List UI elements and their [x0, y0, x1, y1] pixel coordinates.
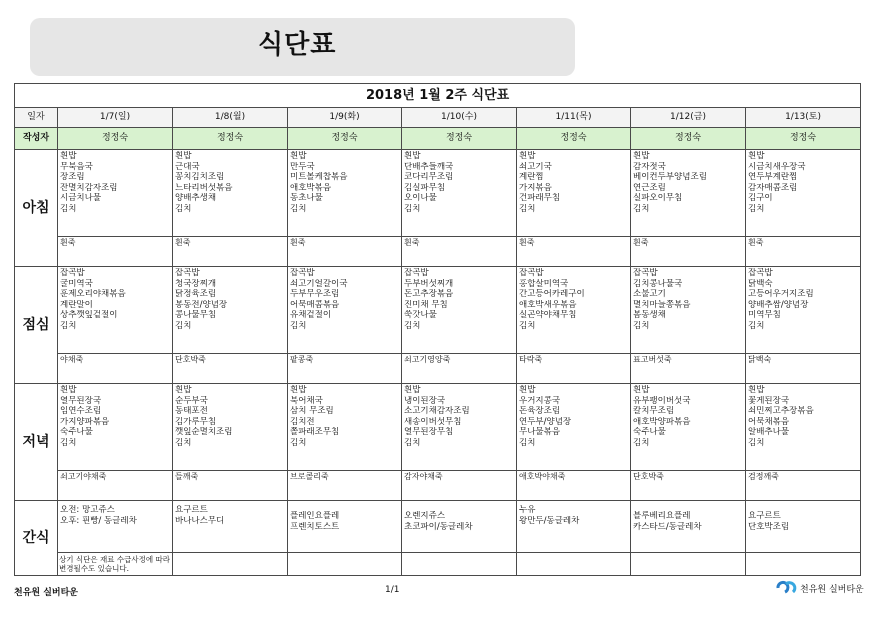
menu-item: 김치	[175, 203, 192, 214]
menu-item: 잡곡밥	[175, 268, 200, 278]
menu-item: 미역무침	[748, 310, 781, 321]
porridge-item: 애호박야채죽	[519, 472, 566, 481]
day-author: 정정숙	[58, 128, 173, 150]
meal-label: 아침	[15, 150, 58, 267]
empty-cell	[173, 553, 288, 576]
day-author: 정정숙	[288, 128, 402, 150]
menu-item: 고등어우거지조림	[748, 289, 814, 300]
porridge-cell	[517, 237, 631, 267]
menu-item: 김치	[748, 203, 765, 214]
menu-item: 흰밥	[404, 385, 421, 395]
snack-cell	[173, 501, 288, 553]
menu-item: 오이나물	[404, 193, 437, 204]
menu-cell	[173, 150, 288, 237]
empty-cell	[746, 553, 861, 576]
meal-label-snack: 간식	[15, 501, 58, 576]
menu-item: 실곤약야채무침	[519, 310, 577, 321]
menu-item: 돈고추장볶음	[404, 289, 454, 300]
porridge-cell	[746, 237, 861, 267]
menu-item: 김치	[519, 437, 536, 448]
menu-cell	[58, 267, 173, 354]
porridge-item: 닭백숙	[748, 355, 772, 364]
notice-text: 상기 식단은 재료 수급사정에 따라 변경될수도 있습니다.	[58, 553, 173, 576]
menu-item: 흰밥	[748, 151, 765, 161]
day-date: 1/12(금)	[631, 108, 746, 128]
date-label: 일자	[15, 108, 58, 128]
menu-item: 유부팽이버섯국	[633, 395, 691, 406]
menu-item: 건파래무침	[519, 193, 561, 204]
menu-cell	[517, 150, 631, 237]
porridge-cell	[631, 237, 746, 267]
menu-cell	[58, 150, 173, 237]
menu-item: 잡곡밥	[404, 268, 429, 278]
menu-item: 상추깻잎겉절이	[60, 310, 118, 321]
menu-cell	[746, 267, 861, 354]
menu-item: 양배추쌈/양념장	[748, 299, 809, 310]
porridge-cell	[402, 237, 517, 267]
menu-item: 계란말이	[60, 299, 93, 310]
menu-item: 닭백숙	[748, 278, 773, 289]
page-title: 식단표	[258, 30, 337, 60]
porridge-item: 쇠고기영양죽	[404, 355, 451, 364]
porridge-item: 흰죽	[748, 238, 764, 247]
menu-cell	[746, 384, 861, 471]
menu-item: 훈제오리야채볶음	[60, 289, 126, 300]
menu-item: 김치	[519, 320, 536, 331]
porridge-item: 야채죽	[60, 355, 84, 364]
menu-cell	[746, 150, 861, 237]
porridge-item: 팥콩죽	[290, 355, 314, 364]
porridge-cell	[631, 471, 746, 501]
day-date: 1/13(토)	[746, 108, 861, 128]
menu-item: 임연수조림	[60, 406, 102, 417]
menu-item: 무북음국	[60, 161, 93, 172]
menu-item: 순두부국	[175, 395, 208, 406]
porridge-cell	[58, 471, 173, 501]
menu-item: 새송이버섯무침	[404, 416, 462, 427]
porridge-item: 들깨죽	[175, 472, 199, 481]
meal-label: 저녁	[15, 384, 58, 501]
menu-item: 근대국	[175, 161, 200, 172]
menu-item: 김치	[404, 203, 421, 214]
snack-item: 블루베리요플레	[633, 511, 691, 521]
menu-item: 김치	[519, 203, 536, 214]
snack-item: 카스타드/동글레차	[633, 522, 702, 532]
porridge-item: 단호박죽	[633, 472, 664, 481]
porridge-item: 표고버섯죽	[633, 355, 672, 364]
snack-item: 오전: 망고쥬스	[60, 505, 115, 515]
menu-item: 김치	[404, 437, 421, 448]
menu-item: 김치전	[290, 416, 315, 427]
logo-text: 천유원 실버타운	[800, 584, 864, 595]
menu-item: 간고등어카레구이	[519, 289, 585, 300]
day-date: 1/11(목)	[517, 108, 631, 128]
menu-cell	[288, 267, 402, 354]
menu-item: 콩나물무침	[175, 310, 217, 321]
menu-item: 김가루무침	[175, 416, 217, 427]
menu-item: 김치	[748, 437, 765, 448]
porridge-cell	[288, 471, 402, 501]
menu-cell	[631, 267, 746, 354]
menu-item: 시금치새우장국	[748, 161, 806, 172]
footer-org: 천유원 실버타운	[14, 588, 78, 598]
menu-item: 베이컨두부양념조림	[633, 172, 707, 183]
menu-item: 김치	[404, 320, 421, 331]
snack-cell	[517, 501, 631, 553]
menu-cell	[631, 384, 746, 471]
menu-cell	[288, 384, 402, 471]
porridge-item: 타락죽	[519, 355, 543, 364]
menu-item: 흰밥	[290, 151, 307, 161]
menu-item: 흰밥	[175, 385, 192, 395]
porridge-cell	[288, 237, 402, 267]
menu-item: 쑥갓나물	[404, 310, 437, 321]
porridge-cell	[402, 471, 517, 501]
menu-item: 북어채국	[290, 395, 323, 406]
menu-cell	[517, 384, 631, 471]
menu-item: 꽃게된장국	[748, 395, 790, 406]
menu-item: 김실파무침	[404, 182, 446, 193]
porridge-item: 단호박죽	[175, 355, 206, 364]
menu-item: 열무된장무침	[404, 427, 454, 438]
menu-item: 두부무우조림	[290, 289, 340, 300]
snack-item: 바나나스무디	[175, 516, 225, 526]
footer-page-number: 1/1	[385, 585, 400, 595]
menu-item: 흰밥	[633, 385, 650, 395]
menu-item: 잡곡밥	[60, 268, 85, 278]
menu-item: 양배추생채	[175, 193, 217, 204]
porridge-item: 쇠고기야채죽	[60, 472, 107, 481]
menu-item: 장조림	[60, 172, 85, 183]
porridge-item: 흰죽	[60, 238, 76, 247]
day-author: 정정숙	[631, 128, 746, 150]
menu-item: 두부버섯찌개	[404, 278, 454, 289]
menu-table	[14, 83, 861, 576]
menu-item: 삼치 무조림	[290, 406, 334, 417]
menu-item: 돈육장조림	[519, 406, 561, 417]
menu-item: 쇠민찌고추장볶음	[748, 406, 814, 417]
menu-item: 흰밥	[519, 385, 536, 395]
logo-icon	[775, 580, 797, 596]
menu-item: 코다리무조림	[404, 172, 454, 183]
snack-cell	[288, 501, 402, 553]
menu-item: 연두부/양념장	[519, 416, 572, 427]
porridge-cell	[58, 237, 173, 267]
menu-item: 숙주나물	[60, 427, 93, 438]
menu-item: 잡곡밥	[290, 268, 315, 278]
snack-cell	[58, 501, 173, 553]
menu-item: 소고기채감자조림	[404, 406, 470, 417]
snack-item: 단호박조림	[748, 522, 790, 532]
porridge-item: 감자야채죽	[404, 472, 443, 481]
menu-item: 소불고기	[633, 289, 666, 300]
snack-item: 플레인요플레	[290, 511, 340, 521]
menu-item: 시금치나물	[60, 193, 102, 204]
menu-item: 흰밥	[748, 385, 765, 395]
snack-item: 오후: 핀빵/ 동글레차	[60, 516, 137, 526]
menu-item: 김구이	[748, 193, 773, 204]
menu-item: 어묵매콤볶음	[290, 299, 340, 310]
menu-item: 미트볼케찹볶음	[290, 172, 348, 183]
porridge-item: 흰죽	[404, 238, 420, 247]
porridge-cell	[288, 354, 402, 384]
menu-cell	[58, 384, 173, 471]
snack-item: 프렌치토스트	[290, 522, 340, 532]
menu-item: 느타리버섯볶음	[175, 182, 233, 193]
porridge-cell	[746, 354, 861, 384]
day-author: 정정숙	[402, 128, 517, 150]
menu-item: 잔멸치감자조림	[60, 182, 118, 193]
menu-item: 흰밥	[60, 385, 77, 395]
menu-item: 잡곡밥	[748, 268, 773, 278]
snack-item: 오렌지쥬스	[404, 511, 446, 521]
porridge-item: 흰죽	[175, 238, 191, 247]
menu-item: 흰밥	[175, 151, 192, 161]
porridge-cell	[173, 237, 288, 267]
menu-item: 김치	[748, 320, 765, 331]
menu-item: 열무된장국	[60, 395, 102, 406]
author-label: 작성자	[15, 128, 58, 150]
menu-item: 홍합살미역국	[519, 278, 569, 289]
menu-item: 냉이된장국	[404, 395, 446, 406]
porridge-cell	[517, 471, 631, 501]
menu-item: 굴미역국	[60, 278, 93, 289]
porridge-item: 브로콜리죽	[290, 472, 329, 481]
menu-item: 어묵채볶음	[748, 416, 790, 427]
porridge-cell	[58, 354, 173, 384]
menu-item: 김치콩나물국	[633, 278, 683, 289]
empty-cell	[631, 553, 746, 576]
meal-label: 점심	[15, 267, 58, 384]
footer-logo	[775, 580, 864, 596]
snack-cell	[746, 501, 861, 553]
menu-item: 봄동생채	[633, 310, 666, 321]
porridge-item: 흰죽	[633, 238, 649, 247]
day-author: 정정숙	[173, 128, 288, 150]
porridge-cell	[173, 354, 288, 384]
porridge-item: 흰죽	[519, 238, 535, 247]
menu-item: 쇠고기얼갈이국	[290, 278, 348, 289]
menu-item: 김치	[60, 437, 77, 448]
day-date: 1/8(월)	[173, 108, 288, 128]
menu-cell	[173, 267, 288, 354]
menu-item: 잡곡밥	[633, 268, 658, 278]
menu-item: 우거지콩국	[519, 395, 561, 406]
menu-cell	[631, 150, 746, 237]
menu-item: 김치	[60, 203, 77, 214]
menu-item: 동초나물	[290, 193, 323, 204]
menu-item: 청국장찌개	[175, 278, 217, 289]
menu-item: 김치	[633, 437, 650, 448]
menu-item: 감자젓국	[633, 161, 666, 172]
menu-item: 가지볶음	[519, 182, 552, 193]
menu-item: 김치	[175, 437, 192, 448]
menu-cell	[288, 150, 402, 237]
menu-item: 꽁치김치조림	[175, 172, 225, 183]
porridge-cell	[173, 471, 288, 501]
menu-item: 칼치무조림	[633, 406, 675, 417]
day-author: 정정숙	[746, 128, 861, 150]
menu-item: 봉동전/양념장	[175, 299, 228, 310]
menu-item: 애호박양파볶음	[633, 416, 691, 427]
menu-item: 애호박새우볶음	[519, 299, 577, 310]
menu-item: 김치	[633, 203, 650, 214]
snack-cell	[402, 501, 517, 553]
menu-item: 만두국	[290, 161, 315, 172]
menu-item: 깻잎순멸치조림	[175, 427, 233, 438]
menu-item: 김치	[290, 437, 307, 448]
porridge-cell	[517, 354, 631, 384]
menu-item: 무나물볶음	[519, 427, 561, 438]
menu-item: 연근조림	[633, 182, 666, 193]
menu-item: 김치	[175, 320, 192, 331]
snack-item: 왕만두/동글레차	[519, 516, 580, 526]
menu-item: 알배추나물	[748, 427, 790, 438]
menu-item: 흰밥	[404, 151, 421, 161]
empty-cell	[517, 553, 631, 576]
menu-item: 닭정육조림	[175, 289, 217, 300]
porridge-cell	[746, 471, 861, 501]
day-date: 1/10(수)	[402, 108, 517, 128]
menu-cell	[402, 150, 517, 237]
day-date: 1/7(일)	[58, 108, 173, 128]
menu-item: 잡곡밥	[519, 268, 544, 278]
menu-item: 계란찜	[519, 172, 544, 183]
menu-item: 감자매콤조림	[748, 182, 798, 193]
table-title: 2018년 1월 2주 식단표	[15, 84, 861, 108]
menu-item: 진미채 무침	[404, 299, 448, 310]
menu-table-container	[14, 83, 860, 576]
menu-item: 흰밥	[60, 151, 77, 161]
empty-cell	[402, 553, 517, 576]
menu-item: 멸치마늘쫑볶음	[633, 299, 691, 310]
menu-item: 실파오이무침	[633, 193, 683, 204]
menu-item: 흰밥	[290, 385, 307, 395]
menu-item: 숙주나물	[633, 427, 666, 438]
snack-item: 누유	[519, 505, 536, 515]
porridge-cell	[631, 354, 746, 384]
menu-item: 단배추들깨국	[404, 161, 454, 172]
menu-item: 흰밥	[519, 151, 536, 161]
menu-item: 김치	[60, 320, 77, 331]
menu-item: 쇠고기국	[519, 161, 552, 172]
menu-item: 연두부계란찜	[748, 172, 798, 183]
menu-cell	[402, 267, 517, 354]
snack-item: 요구르트	[748, 511, 781, 521]
menu-item: 애호박볶음	[290, 182, 332, 193]
menu-item: 김치	[290, 320, 307, 331]
snack-item: 초코파이/동글레차	[404, 522, 473, 532]
menu-item: 김치	[633, 320, 650, 331]
snack-cell	[631, 501, 746, 553]
menu-item: 김치	[290, 203, 307, 214]
porridge-item: 검정깨죽	[748, 472, 779, 481]
menu-item: 흰밥	[633, 151, 650, 161]
menu-item: 유채겉절이	[290, 310, 332, 321]
menu-cell	[402, 384, 517, 471]
day-author: 정정숙	[517, 128, 631, 150]
menu-cell	[173, 384, 288, 471]
menu-cell	[517, 267, 631, 354]
porridge-item: 흰죽	[290, 238, 306, 247]
menu-item: 쫄파래조무침	[290, 427, 340, 438]
menu-item: 가지양파볶음	[60, 416, 110, 427]
snack-item: 요구르트	[175, 505, 208, 515]
empty-cell	[288, 553, 402, 576]
day-date: 1/9(화)	[288, 108, 402, 128]
menu-item: 동태포전	[175, 406, 208, 417]
porridge-cell	[402, 354, 517, 384]
